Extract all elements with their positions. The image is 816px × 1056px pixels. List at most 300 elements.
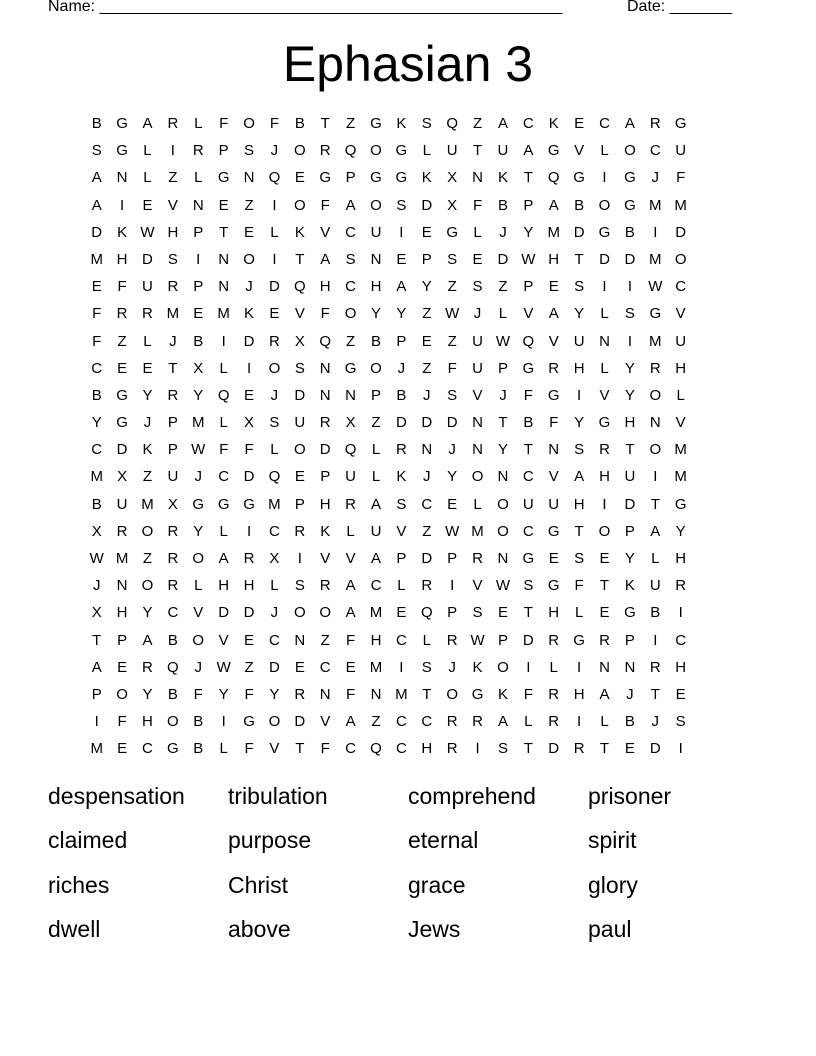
grid-letter: G bbox=[395, 169, 408, 187]
grid-letter: Q bbox=[344, 441, 357, 459]
grid-letter: F bbox=[320, 740, 330, 758]
grid-letter: G bbox=[522, 550, 535, 567]
grid-letter: O bbox=[497, 495, 509, 513]
grid-letter: E bbox=[421, 223, 432, 241]
grid-letter: Z bbox=[447, 278, 457, 296]
grid-letter: X bbox=[117, 468, 128, 486]
grid-letter: O bbox=[370, 359, 382, 377]
grid-letter: R bbox=[675, 577, 687, 595]
grid-letter: V bbox=[320, 550, 331, 567]
grid-letter: B bbox=[396, 386, 407, 404]
grid-letter: P bbox=[447, 604, 458, 622]
grid-letter: M bbox=[395, 685, 408, 703]
grid-letter: J bbox=[270, 142, 279, 160]
grid-letter: L bbox=[371, 441, 381, 459]
grid-letter: T bbox=[295, 250, 305, 268]
grid-letter: K bbox=[396, 115, 407, 132]
grid-letter: V bbox=[167, 196, 178, 214]
grid-letter: R bbox=[269, 332, 280, 350]
grid-letter: D bbox=[269, 658, 280, 676]
grid-letter: I bbox=[602, 495, 607, 513]
grid-letter: E bbox=[142, 196, 153, 214]
grid-letter: A bbox=[142, 631, 153, 649]
grid-letter: N bbox=[345, 386, 357, 404]
grid-letter: S bbox=[294, 577, 305, 595]
grid-letter: U bbox=[167, 468, 179, 486]
grid-letter: N bbox=[599, 658, 610, 676]
grid-letter: N bbox=[192, 196, 204, 214]
grid-letter: N bbox=[370, 250, 382, 268]
grid-letter: S bbox=[421, 658, 432, 676]
grid-letter: Z bbox=[371, 414, 381, 432]
grid-letter: Y bbox=[421, 278, 432, 296]
grid-letter: M bbox=[674, 196, 687, 214]
grid-letter: H bbox=[370, 631, 382, 649]
grid-letter: X bbox=[447, 169, 458, 187]
word-bank-item: Jews bbox=[408, 915, 461, 942]
grid-letter: L bbox=[524, 713, 533, 731]
grid-letter: G bbox=[217, 169, 230, 187]
grid-letter: Y bbox=[142, 604, 153, 622]
grid-letter: I bbox=[653, 631, 658, 649]
grid-letter: V bbox=[675, 414, 686, 432]
grid-letter: T bbox=[599, 740, 610, 758]
grid-letter: U bbox=[472, 359, 483, 377]
grid-letter: C bbox=[345, 278, 357, 296]
grid-letter: E bbox=[218, 196, 229, 214]
grid-letter: A bbox=[142, 115, 153, 132]
grid-letter: J bbox=[397, 359, 406, 377]
grid-letter: X bbox=[167, 495, 178, 513]
grid-letter: I bbox=[678, 604, 683, 622]
grid-letter: O bbox=[293, 441, 306, 459]
grid-letter: D bbox=[599, 250, 610, 268]
grid-letter: S bbox=[472, 604, 483, 622]
grid-letter: Q bbox=[522, 332, 535, 350]
grid-letter: Q bbox=[217, 386, 230, 404]
grid-letter: G bbox=[116, 115, 128, 132]
grid-letter: F bbox=[676, 169, 686, 187]
grid-letter: G bbox=[547, 386, 560, 404]
grid-letter: V bbox=[472, 577, 483, 595]
grid-letter: O bbox=[293, 142, 306, 160]
grid-row bbox=[84, 550, 693, 577]
grid-letter: D bbox=[421, 414, 433, 432]
grid-letter: N bbox=[218, 278, 230, 296]
grid-letter: T bbox=[625, 441, 635, 459]
grid-letter: E bbox=[421, 332, 432, 350]
grid-row bbox=[84, 142, 693, 169]
grid-letter: F bbox=[346, 685, 356, 703]
grid-letter: A bbox=[624, 115, 635, 132]
grid-letter: O bbox=[141, 522, 154, 540]
grid-letter: H bbox=[421, 740, 433, 758]
grid-letter: X bbox=[91, 522, 102, 540]
grid-letter: B bbox=[624, 223, 635, 241]
grid-letter: E bbox=[472, 250, 483, 268]
grid-letter: A bbox=[599, 685, 610, 703]
grid-letter: P bbox=[91, 685, 102, 703]
grid-letter: L bbox=[549, 658, 558, 676]
grid-row bbox=[84, 441, 693, 468]
grid-letter: W bbox=[495, 332, 511, 350]
grid-letter: O bbox=[344, 305, 357, 323]
grid-letter: O bbox=[319, 604, 332, 622]
grid-letter: C bbox=[395, 740, 407, 758]
grid-letter: H bbox=[370, 278, 382, 296]
grid-letter: L bbox=[270, 441, 279, 459]
grid-letter: R bbox=[167, 115, 179, 132]
grid-letter: E bbox=[244, 386, 255, 404]
grid-letter: P bbox=[497, 631, 508, 649]
grid-letter: H bbox=[675, 658, 687, 676]
grid-letter: Y bbox=[675, 522, 686, 540]
grid-letter: T bbox=[295, 740, 305, 758]
grid-letter: S bbox=[421, 115, 432, 132]
grid-letter: T bbox=[92, 631, 102, 649]
grid-letter: S bbox=[345, 250, 356, 268]
grid-letter: U bbox=[497, 142, 509, 160]
grid-letter: I bbox=[653, 468, 658, 486]
grid-letter: L bbox=[194, 169, 203, 187]
word-bank-item: dwell bbox=[48, 915, 101, 942]
grid-letter: Y bbox=[396, 305, 407, 323]
grid-letter: G bbox=[624, 604, 636, 622]
grid-letter: W bbox=[521, 250, 536, 268]
grid-letter: I bbox=[450, 577, 455, 595]
grid-letter: I bbox=[246, 522, 252, 540]
grid-letter: M bbox=[649, 332, 662, 350]
grid-letter: P bbox=[624, 522, 635, 540]
grid-letter: Q bbox=[370, 740, 382, 758]
grid-letter: A bbox=[370, 550, 381, 567]
grid-letter: N bbox=[370, 685, 382, 703]
grid-letter: L bbox=[473, 495, 482, 513]
grid-letter: Z bbox=[498, 278, 508, 296]
grid-letter: F bbox=[92, 305, 102, 323]
grid-letter: J bbox=[270, 604, 279, 622]
grid-row bbox=[84, 632, 693, 659]
grid-letter: R bbox=[319, 577, 331, 595]
grid-letter: I bbox=[602, 169, 607, 187]
grid-letter: E bbox=[117, 740, 128, 758]
grid-letter: O bbox=[649, 441, 662, 459]
grid-letter: E bbox=[548, 550, 559, 567]
grid-letter: B bbox=[167, 631, 178, 649]
grid-letter: F bbox=[193, 685, 203, 703]
grid-letter: E bbox=[193, 305, 204, 323]
grid-letter: K bbox=[624, 577, 635, 595]
grid-letter: T bbox=[650, 495, 660, 513]
grid-letter: T bbox=[599, 577, 610, 595]
grid-letter: U bbox=[370, 223, 382, 241]
grid-letter: L bbox=[194, 577, 203, 595]
grid-letter: Q bbox=[547, 169, 560, 187]
grid-letter: P bbox=[497, 359, 508, 377]
word-bank-item: grace bbox=[408, 871, 466, 898]
grid-letter: A bbox=[218, 550, 229, 567]
grid-letter: V bbox=[548, 468, 559, 486]
grid-letter: G bbox=[217, 495, 230, 513]
grid-letter: R bbox=[548, 685, 560, 703]
grid-letter: O bbox=[674, 250, 687, 268]
grid-letter: E bbox=[117, 359, 128, 377]
grid-letter: O bbox=[293, 604, 306, 622]
grid-letter: A bbox=[548, 305, 559, 323]
grid-letter: U bbox=[548, 495, 560, 513]
grid-letter: Y bbox=[574, 305, 585, 323]
grid-letter: Z bbox=[371, 713, 381, 731]
grid-letter: S bbox=[497, 740, 508, 758]
grid-letter: P bbox=[294, 495, 305, 513]
grid-letter: Y bbox=[370, 305, 381, 323]
grid-letter: K bbox=[472, 658, 483, 676]
grid-letter: M bbox=[192, 414, 205, 432]
grid-row bbox=[84, 713, 693, 740]
grid-letter: S bbox=[523, 577, 534, 595]
grid-letter: A bbox=[345, 713, 356, 731]
grid-letter: Q bbox=[293, 278, 306, 296]
grid-letter: Q bbox=[268, 169, 281, 187]
grid-letter: I bbox=[678, 740, 683, 758]
grid-letter: V bbox=[548, 332, 559, 350]
grid-letter: H bbox=[548, 604, 560, 622]
grid-letter: Y bbox=[142, 386, 153, 404]
grid-letter: E bbox=[142, 359, 153, 377]
grid-letter: B bbox=[91, 386, 102, 404]
grid-letter: G bbox=[624, 169, 636, 187]
grid-row bbox=[84, 686, 693, 713]
grid-letter: B bbox=[193, 713, 204, 731]
grid-letter: G bbox=[116, 386, 128, 404]
grid-letter: M bbox=[166, 305, 180, 323]
grid-letter: K bbox=[142, 441, 153, 459]
grid-letter: N bbox=[421, 441, 433, 459]
grid-letter: N bbox=[116, 169, 128, 187]
grid-letter: A bbox=[370, 495, 381, 513]
grid-letter: V bbox=[269, 740, 280, 758]
grid-letter: H bbox=[573, 359, 585, 377]
word-bank-item: spirit bbox=[588, 827, 637, 854]
grid-letter: F bbox=[219, 115, 229, 132]
grid-letter: N bbox=[599, 332, 610, 350]
grid-letter: L bbox=[194, 115, 203, 132]
grid-letter: M bbox=[90, 468, 103, 486]
grid-letter: N bbox=[472, 441, 483, 459]
grid-letter: D bbox=[91, 223, 103, 241]
grid-letter: S bbox=[574, 550, 585, 567]
word-bank-item: comprehend bbox=[408, 783, 536, 809]
grid-letter: U bbox=[675, 332, 687, 350]
grid-letter: I bbox=[653, 223, 658, 241]
grid-letter: J bbox=[270, 386, 279, 404]
grid-letter: P bbox=[523, 196, 534, 214]
word-bank bbox=[48, 782, 768, 959]
grid-letter: V bbox=[345, 550, 356, 567]
grid-letter: Q bbox=[319, 332, 332, 350]
grid-letter: C bbox=[370, 577, 382, 595]
grid-letter: T bbox=[472, 142, 483, 160]
grid-letter: I bbox=[627, 278, 632, 296]
grid-letter: I bbox=[627, 332, 632, 350]
grid-letter: D bbox=[675, 223, 687, 241]
grid-letter: U bbox=[573, 332, 585, 350]
grid-letter: O bbox=[370, 196, 382, 214]
grid-letter: T bbox=[523, 441, 533, 459]
grid-letter: I bbox=[577, 713, 582, 731]
grid-letter: I bbox=[272, 250, 277, 268]
grid-letter: A bbox=[91, 196, 102, 214]
grid-letter: R bbox=[573, 740, 585, 758]
grid-letter: N bbox=[548, 441, 560, 459]
grid-letter: R bbox=[649, 359, 661, 377]
grid-letter: Z bbox=[168, 169, 178, 187]
grid-letter: R bbox=[167, 577, 179, 595]
grid-letter: P bbox=[167, 441, 178, 459]
grid-row bbox=[84, 224, 693, 251]
grid-letter: K bbox=[117, 223, 128, 241]
grid-letter: C bbox=[522, 468, 534, 486]
grid-letter: O bbox=[649, 386, 662, 404]
grid-letter: G bbox=[446, 223, 458, 241]
grid-letter: R bbox=[599, 631, 610, 649]
grid-letter: D bbox=[116, 441, 128, 459]
grid-letter: L bbox=[600, 305, 609, 323]
grid-letter: G bbox=[319, 169, 332, 187]
grid-row bbox=[84, 387, 693, 414]
grid-letter: S bbox=[574, 278, 585, 296]
grid-letter: C bbox=[421, 713, 433, 731]
grid-letter: V bbox=[294, 305, 305, 323]
name-field-label: Name: ____________________________________________________ bbox=[48, 0, 563, 15]
grid-letter: L bbox=[219, 740, 228, 758]
grid-letter: M bbox=[649, 250, 662, 268]
grid-row bbox=[84, 115, 693, 142]
grid-letter: H bbox=[573, 685, 585, 703]
grid-letter: M bbox=[90, 250, 103, 268]
grid-letter: J bbox=[169, 332, 177, 350]
grid-letter: F bbox=[549, 414, 559, 432]
grid-letter: O bbox=[116, 685, 128, 703]
grid-letter: D bbox=[319, 441, 331, 459]
grid-letter: P bbox=[117, 631, 128, 649]
grid-letter: J bbox=[448, 441, 456, 459]
grid-letter: N bbox=[497, 550, 509, 567]
grid-letter: A bbox=[497, 713, 508, 731]
grid-letter: X bbox=[244, 414, 255, 432]
grid-letter: L bbox=[270, 223, 279, 241]
grid-letter: L bbox=[498, 305, 508, 323]
grid-letter: G bbox=[573, 169, 585, 187]
grid-letter: F bbox=[117, 278, 127, 296]
grid-letter: B bbox=[294, 115, 305, 132]
grid-row bbox=[84, 169, 693, 196]
grid-letter: S bbox=[244, 142, 255, 160]
grid-letter: D bbox=[421, 550, 433, 567]
grid-letter: W bbox=[445, 522, 460, 540]
grid-letter: E bbox=[345, 658, 356, 676]
grid-letter: B bbox=[650, 604, 661, 622]
grid-letter: D bbox=[243, 604, 255, 622]
grid-letter: F bbox=[472, 196, 483, 214]
grid-letter: E bbox=[675, 685, 686, 703]
grid-letter: R bbox=[548, 713, 560, 731]
grid-letter: F bbox=[117, 713, 127, 731]
grid-letter: Q bbox=[268, 468, 281, 486]
grid-letter: R bbox=[167, 386, 179, 404]
grid-letter: F bbox=[219, 441, 229, 459]
grid-letter: R bbox=[345, 495, 357, 513]
grid-letter: H bbox=[116, 604, 128, 622]
grid-letter: L bbox=[219, 359, 228, 377]
grid-letter: I bbox=[221, 332, 226, 350]
grid-letter: L bbox=[600, 713, 609, 731]
grid-letter: L bbox=[371, 468, 381, 486]
grid-row bbox=[84, 414, 693, 441]
grid-letter: J bbox=[473, 305, 482, 323]
grid-letter: E bbox=[497, 604, 508, 622]
grid-letter: C bbox=[91, 359, 103, 377]
grid-letter: I bbox=[170, 142, 175, 160]
grid-letter: J bbox=[651, 713, 660, 731]
grid-letter: U bbox=[522, 495, 534, 513]
word-bank-item: tribulation bbox=[228, 783, 328, 809]
grid-letter: O bbox=[268, 359, 281, 377]
grid-letter: R bbox=[167, 522, 179, 540]
grid-letter: D bbox=[548, 740, 560, 758]
grid-letter: E bbox=[574, 115, 585, 132]
grid-letter: Y bbox=[447, 468, 458, 486]
grid-letter: R bbox=[319, 414, 331, 432]
grid-letter: J bbox=[423, 386, 431, 404]
grid-letter: J bbox=[143, 414, 152, 432]
grid-letter: A bbox=[345, 604, 356, 622]
grid-letter: T bbox=[574, 522, 584, 540]
grid-letter: O bbox=[293, 196, 306, 214]
grid-letter: U bbox=[624, 468, 636, 486]
grid-letter: M bbox=[471, 522, 484, 540]
word-bank-item: Christ bbox=[228, 871, 289, 898]
grid-letter: G bbox=[598, 414, 611, 432]
grid-letter: Z bbox=[142, 550, 153, 567]
grid-letter: A bbox=[523, 142, 534, 160]
grid-letter: F bbox=[244, 740, 254, 758]
word-bank-item: riches bbox=[48, 871, 110, 898]
grid-letter: I bbox=[577, 658, 582, 676]
grid-letter: R bbox=[421, 577, 433, 595]
grid-letter: Z bbox=[320, 631, 330, 649]
word-bank-item: purpose bbox=[228, 827, 312, 854]
grid-letter: F bbox=[346, 631, 356, 649]
grid-letter: B bbox=[370, 332, 381, 350]
grid-letter: E bbox=[244, 223, 255, 241]
grid-letter: U bbox=[446, 142, 458, 160]
word-bank-item: claimed bbox=[48, 827, 128, 854]
grid-letter: Q bbox=[344, 142, 357, 160]
grid-letter: I bbox=[526, 658, 531, 676]
grid-letter: R bbox=[599, 441, 610, 459]
grid-letter: E bbox=[447, 495, 458, 513]
grid-letter: X bbox=[91, 604, 102, 622]
grid-letter: A bbox=[91, 658, 102, 676]
grid-letter: O bbox=[497, 522, 509, 540]
grid-letter: D bbox=[269, 278, 280, 296]
grid-letter: H bbox=[675, 359, 687, 377]
date-field-label: Date: _______ bbox=[627, 0, 732, 15]
grid-row bbox=[84, 604, 693, 631]
grid-letter: V bbox=[218, 631, 229, 649]
grid-letter: O bbox=[268, 713, 281, 731]
